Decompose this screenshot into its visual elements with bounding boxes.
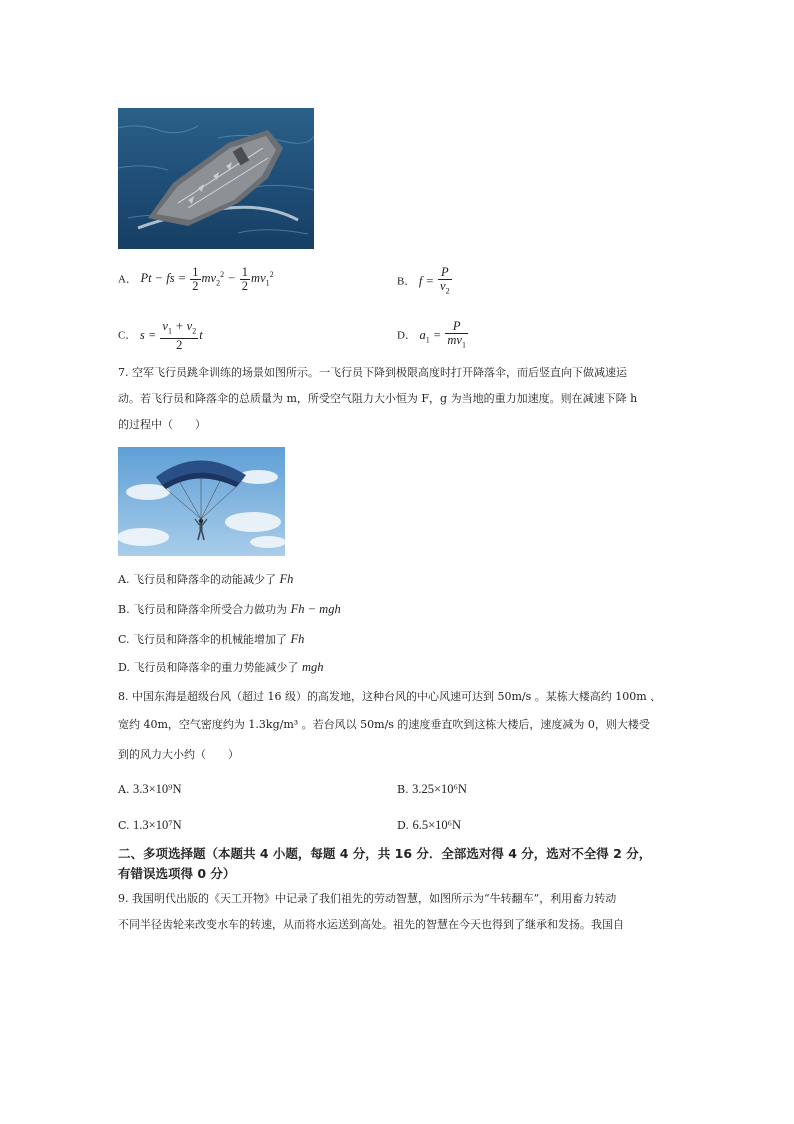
- q7-stem-line-3: 的过程中（ ）: [118, 418, 206, 431]
- option-math: Fh − mgh: [290, 602, 341, 616]
- option-math: Fh: [290, 632, 305, 646]
- q8-option-c: [118, 818, 182, 833]
- q8-option-b: [397, 782, 467, 797]
- q7-option-a: [118, 572, 293, 587]
- q6-option-c: [118, 320, 203, 352]
- option-label: D．: [397, 329, 416, 342]
- fraction: $\frac{v_1 + v_2}{2}$: [162, 319, 197, 352]
- option-d-formula: $a_1$ = $\frac{P}{mv_1}$: [419, 319, 466, 350]
- aircraft-carrier-photo: [118, 108, 314, 249]
- option-label: B．: [397, 275, 416, 288]
- q9-stem-line-1: 9. 我国明代出版的《天工开物》中记录了我们祖先的劳动智慧，如图所示为“牛转翻车”，利用畜力转动: [118, 892, 617, 905]
- fraction: $\frac{P}{v_2}$: [440, 265, 450, 296]
- option-b-formula: f = $\frac{P}{v_2}$: [418, 265, 450, 296]
- q8-option-a: [118, 782, 182, 797]
- option-math: mgh: [301, 660, 324, 674]
- option-label: C．: [118, 329, 137, 342]
- option-text: 飞行员和降落伞的动能减少了: [132, 573, 276, 586]
- option-label: C.: [118, 633, 130, 646]
- aircraft-carrier-illustration: [118, 108, 314, 249]
- q8-option-d: [397, 818, 461, 833]
- option-value: 3.3×10⁹N: [132, 782, 182, 796]
- fraction: $\frac{1}{2}$: [192, 265, 199, 293]
- option-text: 飞行员和降落伞的重力势能减少了: [133, 661, 299, 674]
- option-label: A.: [118, 573, 130, 586]
- option-label: B.: [397, 783, 409, 796]
- option-c-formula: s = $\frac{v_1 + v_2}{2}$ t: [139, 319, 203, 352]
- q7-option-c: [118, 632, 304, 647]
- option-a-formula: Pt − fs = $\frac{1}{2}$ $mv_2^2$ − $\frac{1}{2}$ $mv_1^2$: [140, 265, 274, 293]
- option-label: D.: [397, 819, 409, 832]
- fraction: $\frac{1}{2}$: [241, 265, 249, 293]
- q7-option-d: [118, 660, 323, 675]
- q6-option-b: [397, 266, 453, 298]
- fraction: $\frac{P}{mv_1}$: [447, 319, 466, 350]
- section-heading-line-1: 二、多项选择题（本题共 4 小题，每题 4 分，共 16 分．全部选对得 4 分，选对不全得 2 分，: [118, 846, 652, 861]
- q9-stem-line-2: 不同半径齿轮来改变水车的转速，从而将水运送到高处。祖先的智慧在今天也得到了继承和发扬。我国自: [118, 918, 624, 931]
- q6-option-a: [118, 266, 274, 293]
- section-heading-line-2: 有错误选项得 0 分）: [118, 866, 236, 881]
- option-label: B.: [118, 603, 130, 616]
- q8-stem-line-3: 到的风力大小约（ ）: [118, 748, 239, 761]
- q7-stem-line-1: 7. 空军飞行员跳伞训练的场景如图所示。一飞行员下降到极限高度时打开降落伞，而后竖直向下做减速运: [118, 366, 627, 379]
- option-label: A．: [118, 273, 137, 286]
- option-value: 3.25×10⁶N: [412, 782, 467, 796]
- q8-stem-line-2: 宽约 40m，空气密度约为 1.3kg/m³ 。若台风以 50m/s 的速度垂直吹到这栋大楼后，速度减为 0，则大楼受: [118, 718, 650, 731]
- q8-stem-line-1: 8. 中国东海是超级台风（超过 16 级）的高发地，这种台风的中心风速可达到 50m/s 。某栋大楼高约 100m 、: [118, 690, 662, 703]
- q6-option-d: [397, 320, 469, 352]
- q7-option-b: [118, 602, 341, 617]
- option-text: 飞行员和降落伞的机械能增加了: [133, 633, 288, 646]
- option-label: C.: [118, 819, 130, 832]
- q7-stem-line-2: 动。若飞行员和降落伞的总质量为 m，所受空气阻力大小恒为 F，g 为当地的重力加速度。则在减速下降 h: [118, 392, 638, 405]
- parachute-illustration: [118, 447, 285, 556]
- option-label: A.: [118, 783, 130, 796]
- parachute-photo: [118, 447, 285, 556]
- option-text: 飞行员和降落伞所受合力做功为: [133, 603, 288, 616]
- option-label: D.: [118, 661, 130, 674]
- option-math: Fh: [279, 572, 294, 586]
- option-value: 6.5×10⁶N: [412, 818, 461, 832]
- option-value: 1.3×10⁷N: [133, 818, 182, 832]
